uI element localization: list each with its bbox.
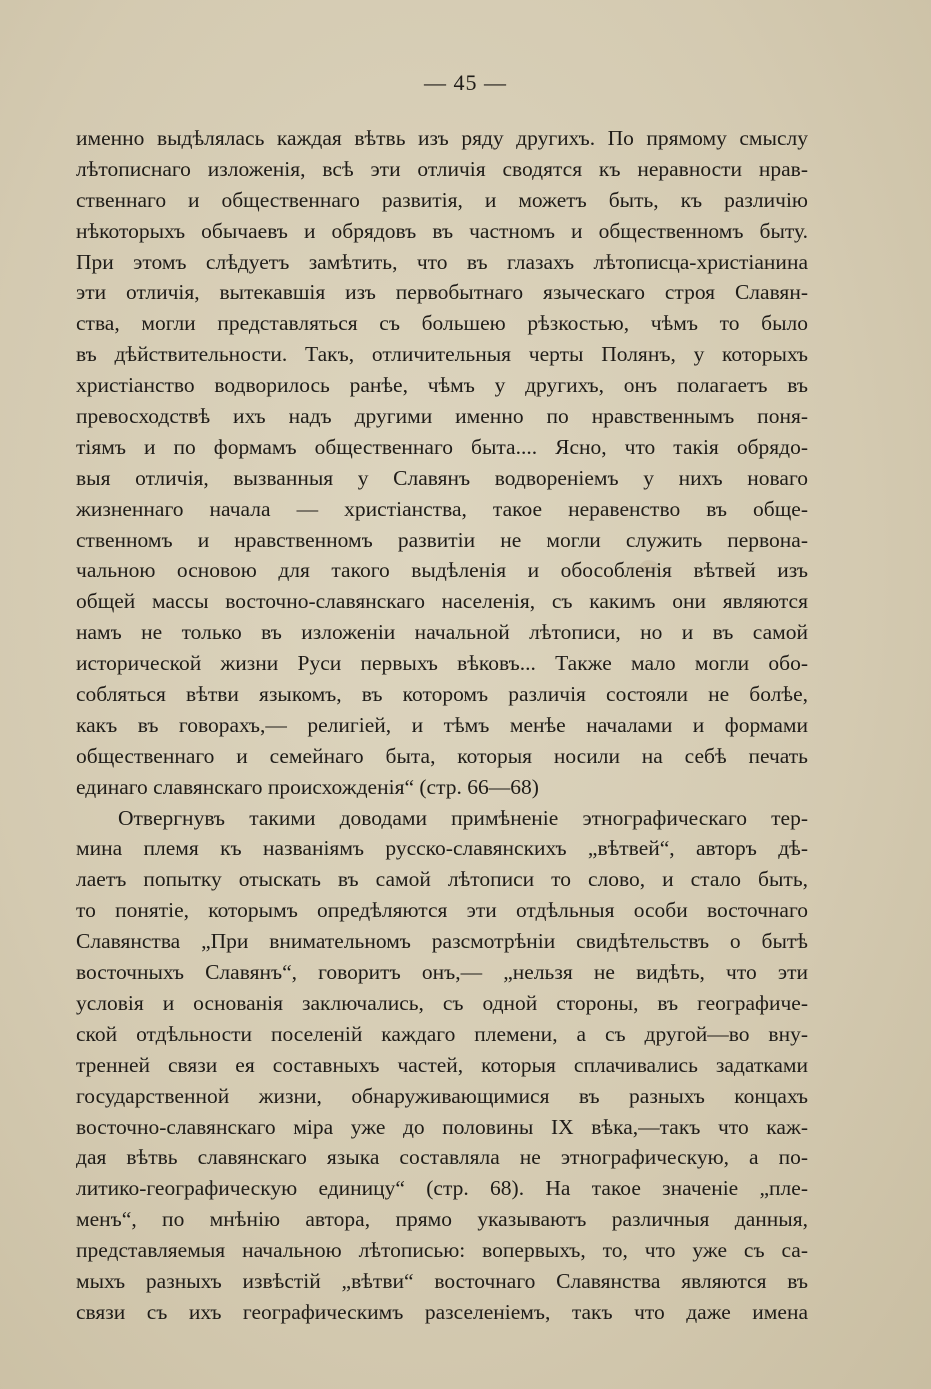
text-line: тренней связи ея составныхъ частей, которыя сплачивались задатками — [76, 1052, 808, 1077]
text-line: ской отдѣльности поселеній каждаго племени, а съ другой—во вну- — [76, 1021, 808, 1046]
text-line: условія и основанія заключались, съ одной стороны, въ географиче- — [76, 990, 808, 1015]
text-line: восточно-славянскаго міра уже до половины IX вѣка,—такъ что каж- — [76, 1114, 808, 1139]
text-line: намъ не только въ изложеніи начальной лѣтописи, но и въ самой — [76, 620, 808, 645]
page-number: — 45 — — [424, 70, 507, 95]
text-line: выя отличія, вызванныя у Славянъ водвореніемъ у нихъ новаго — [76, 465, 808, 490]
text-line: жизненнаго начала — христіанства, такое неравенство въ обще- — [76, 496, 808, 521]
text-line: то понятіе, которымъ опредѣляются эти отдѣльныя особи восточнаго — [76, 898, 808, 923]
text-line: ства, могли представляться съ большею рѣзкостью, чѣмъ то было — [76, 311, 808, 336]
text-line: общественнаго и семейнаго быта, которыя носили на себѣ печать — [76, 743, 808, 768]
text-line: христіанство водворилось ранѣе, чѣмъ у другихъ, онъ полагаетъ въ — [76, 373, 808, 398]
text-line: эти отличія, вытекавшія изъ первобытнаго языческаго строя Славян- — [76, 280, 808, 305]
text-line: единаго славянскаго происхожденія“ (стр. 66—68) — [76, 774, 539, 799]
text-line: тіямъ и по формамъ общественнаго быта.... Ясно, что такія обрядо- — [76, 434, 808, 459]
body-text — [76, 123, 808, 1328]
text-line: представляемыя начальною лѣтописью: вопервыхъ, то, что уже съ са- — [76, 1238, 808, 1263]
text-line: какъ въ говорахъ,— религіей, и тѣмъ менѣе началами и формами — [76, 712, 808, 737]
text-line: лѣтописнаго изложенія, всѣ эти отличія сводятся къ неравности нрав- — [76, 156, 808, 181]
text-line: въ дѣйствительности. Такъ, отличительныя черты Полянъ, у которыхъ — [76, 342, 808, 367]
text-line: чальною основою для такого выдѣленія и обособленія вѣтвей изъ — [76, 558, 808, 583]
text-line: менъ“, по мнѣнію автора, прямо указываютъ различныя данныя, — [76, 1207, 808, 1232]
text-line: превосходствѣ ихъ надъ другими именно по нравственнымъ поня- — [76, 404, 808, 429]
text-line: мыхъ разныхъ извѣстій „вѣтви“ восточнаго Славянства являются въ — [76, 1268, 808, 1293]
text-line: ственномъ и нравственномъ развитіи не могли служить первона- — [76, 527, 808, 552]
text-line: литико-географическую единицу“ (стр. 68). На такое значеніе „пле- — [76, 1176, 808, 1201]
text-line: восточныхъ Славянъ“, говоритъ онъ,— „нельзя не видѣть, что эти — [76, 960, 808, 985]
text-line: именно выдѣлялась каждая вѣтвь изъ ряду другихъ. По прямому смыслу — [76, 126, 808, 150]
text-line: государственной жизни, обнаруживающимися въ разныхъ концахъ — [76, 1083, 808, 1108]
text-line: дая вѣтвь славянскаго языка составляла не этнографическую, а по- — [76, 1145, 808, 1170]
text-line: общей массы восточно-славянскаго населенія, съ какимъ они являются — [76, 589, 808, 614]
text-line: Славянства „При внимательномъ разсмотрѣніи свидѣтельствъ о бытѣ — [76, 929, 808, 954]
text-line: исторической жизни Руси первыхъ вѣковъ... Также мало могли обо- — [76, 651, 808, 676]
text-line: нѣкоторыхъ обычаевъ и обрядовъ въ частномъ и общественномъ быту. — [76, 218, 808, 243]
text-line: ственнаго и общественнаго развитія, и можетъ быть, къ различію — [76, 187, 808, 212]
text-line: При этомъ слѣдуетъ замѣтить, что въ глазахъ лѣтописца-христіанина — [76, 249, 808, 274]
text-line: связи съ ихъ географическимъ разселеніемъ, такъ что даже имена — [76, 1299, 808, 1324]
text-line: Отвергнувъ такими доводами примѣненіе этнографическаго тер- — [118, 805, 808, 830]
text-line: мина племя къ названіямъ русско-славянскихъ „вѣтвей“, авторъ дѣ- — [76, 836, 808, 861]
text-line: собляться вѣтви языкомъ, въ которомъ различія состояли не болѣе, — [76, 682, 808, 707]
text-line: лаетъ попытку отыскать въ самой лѣтописи то слово, и стало быть, — [76, 867, 808, 892]
